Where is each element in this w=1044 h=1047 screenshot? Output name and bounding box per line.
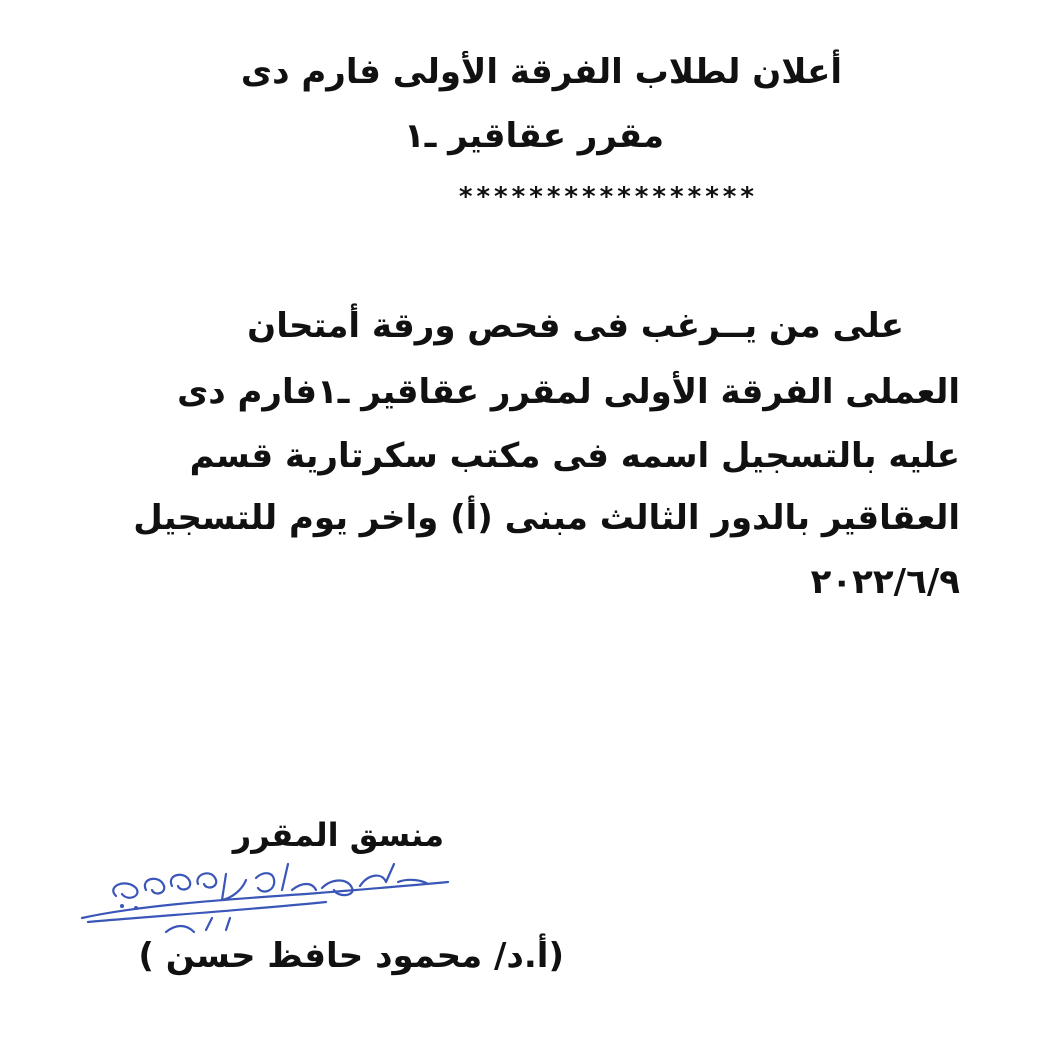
coordinator-role: منسق المقرر bbox=[232, 816, 444, 854]
body-line-2: العملى الفرقة الأولى لمقرر عقاقير ـ١فارم دى bbox=[177, 372, 960, 412]
course-title: مقرر عقاقير ـ١ bbox=[403, 116, 664, 156]
coordinator-name: (أ.د/ محمود حافظ حسن ) bbox=[138, 936, 564, 976]
body-line-4: العقاقير بالدور الثالث مبنى (أ) واخر يوم للتسجيل bbox=[133, 498, 960, 538]
body-line-date: ٢٠٢٢/٦/٩ bbox=[810, 562, 960, 602]
body-line-3: عليه بالتسجيل اسمه فى مكتب سكرتارية قسم bbox=[189, 436, 960, 476]
announcement-title: أعلان لطلاب الفرقة الأولى فارم دى bbox=[240, 52, 842, 92]
separator-stars: ***************** bbox=[458, 182, 758, 212]
handwritten-signature bbox=[76, 860, 456, 940]
body-line-1: على من يــرغب فى فحص ورقة أمتحان bbox=[247, 306, 904, 346]
